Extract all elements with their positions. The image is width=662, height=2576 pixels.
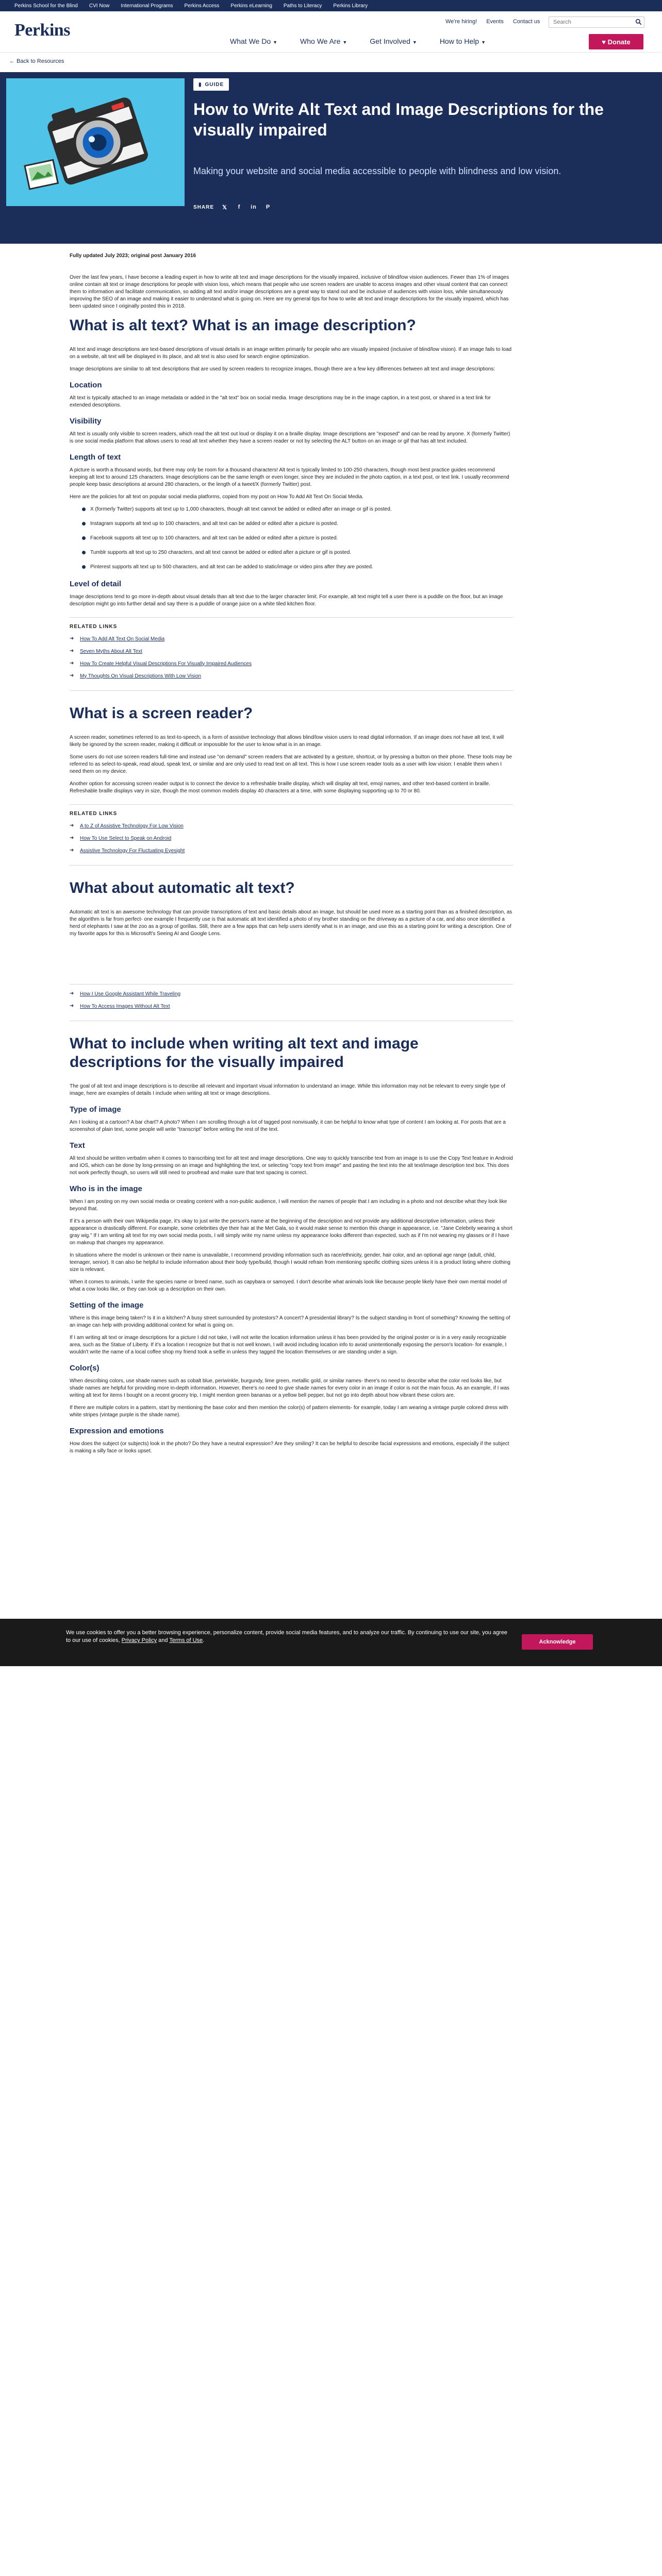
topbar-link-perkins-access[interactable]: Perkins Access xyxy=(184,3,220,9)
topbar-link-cvi-now[interactable]: CVI Now xyxy=(89,3,110,9)
related-links-1 xyxy=(70,617,513,691)
top-utility-bar xyxy=(0,0,662,11)
related-links-title: RELATED LINKS xyxy=(70,624,118,630)
heading-who-is-in-image: Who is in the image xyxy=(70,1184,142,1193)
donate-button[interactable]: ♥ Donate xyxy=(589,34,643,49)
share-label: SHARE xyxy=(193,204,214,210)
list-item: Facebook supports alt text up to 100 characters, and alt text can be added or edited after a picture is posted. xyxy=(82,535,513,542)
related-links-3 xyxy=(70,984,513,1021)
guide-label: GUIDE xyxy=(205,81,224,88)
page-title: How to Write Alt Text and Image Descriptions for the visually impaired xyxy=(193,100,604,139)
perkins-logo[interactable]: Perkins xyxy=(14,21,70,40)
paragraph: When describing colors, use shade names such as cobalt blue, periwinkle, burgundy, lime green, metallic gold, or similar names- there's no need to describe what the color red looks like, but shade names are helpful for providing more in-depth information. However, there's no need to give shade names for every color in an image if color is not the main focus. As an example, if I was writing alt text for items I bought on a recent grocery trip, I might mention green bananas or a yellow bell pepper, but not go into depth about how vibrant these colors are. xyxy=(70,1378,509,1398)
cookie-banner xyxy=(0,1619,662,1666)
related-link[interactable]: Seven Myths About Alt Text xyxy=(80,648,142,654)
search-input[interactable] xyxy=(549,16,644,28)
paragraph: If it's a person with their own Wikipedia page, it's okay to just write the person's name at the beginning of the description and not provide any additional descriptive information, unless their appearance is drastically different. For example, some celebrities dye their hair at the Met Gala, so it would make sense to mention this change in appearance, i.e. "Jane Celebrity wearing a short gray wig." If I am writing alt text for my own social media posts, I will simply write my name unless my appearance looks different than expected, such as if I'm not wearing my glasses or if I have on makeup that changes my appearance. xyxy=(70,1218,512,1246)
topbar-link-paths-to-literacy[interactable]: Paths to Literacy xyxy=(283,3,322,9)
chevron-down-icon: ▼ xyxy=(412,40,417,45)
related-link[interactable]: A to Z of Assistive Technology For Low Vision xyxy=(80,823,184,829)
related-links-2 xyxy=(70,804,513,866)
paragraph: When it comes to animals, I write the species name or breed name, such as capybara or samoyed. I don't describe what animals look like because people likely have their own mental model of what a cow looks like, or they can look up a description on their own. xyxy=(70,1279,507,1292)
nav-label: How to Help xyxy=(439,37,479,45)
list-item: X (formerly Twitter) supports alt text up to 1,000 characters, though alt text cannot be added or edited after an image or gif is posted. xyxy=(82,506,513,513)
paragraph: A picture is worth a thousand words, but there may only be room for a thousand characters! Alt text is typically limited to 100-250 characters, though most best practice guides recommend keeping alt text to around 125 characters. Image descriptions can be the same length or even longer, since they are included in the photo caption, in a text post, or text link. I usually recommend people keep basic descriptions at around 280 characters, or the length of a tweet/X (formerly Twitter) post. xyxy=(70,467,509,487)
list-item: Tumblr supports alt text up to 250 characters, and alt text cannot be added or edited after a picture or gif is posted. xyxy=(82,549,513,556)
paragraph: How does the subject (or subjects) look in the photo? Do they have a neutral expression? Are they smiling? It can be helpful to describe facial expressions and emotions, especially if the subject is making a silly face or looks upset. xyxy=(70,1441,509,1454)
heading-type-of-image: Type of image xyxy=(70,1105,121,1114)
paragraph: A screen reader, sometimes referred to as text-to-speech, is a form of assistive technology that allows blind/low vision users to read digital information. If an image does not have alt text, it will likely be ignored by the screen reader, making it difficult or impossible for the user to know what is in an image. xyxy=(70,735,504,748)
arrow-right-icon: ➜ xyxy=(70,673,74,679)
paragraph: All text should be written verbatim when it comes to transcribing text for alt text and image descriptions. One way to quickly transcribe text from an image is to use the Copy Text feature in Android and iOS, which can be done by long-pressing on an image and highlighting the text, or selecting "copy text from image" and pasting the text into the alt text/image description text box. This does not work perfectly though, so users will still need to proofread and make sure that text spacing is correct. xyxy=(70,1156,513,1176)
arrow-right-icon: ➜ xyxy=(70,636,74,641)
list-item: Instagram supports alt text up to 100 characters, and alt text can be added or edited after a picture is posted. xyxy=(82,520,513,528)
util-link-hiring[interactable]: We're hiring! xyxy=(445,19,477,25)
social-media-policy-list xyxy=(82,506,513,571)
back-label: Back to Resources xyxy=(16,58,64,64)
camera-icon xyxy=(6,78,185,206)
topbar-link-international-programs[interactable]: International Programs xyxy=(121,3,173,9)
heading-screen-reader: What is a screen reader? xyxy=(70,705,253,722)
related-link-item[interactable] xyxy=(70,835,513,841)
related-link-item[interactable] xyxy=(70,636,513,642)
cookie-and: and xyxy=(158,1637,168,1643)
paragraph: Where is this image being taken? Is it in a kitchen? A busy street surrounded by protestors? A concert? A presidential library? Is the subject standing in front of something? Knowing the setting of an image can help with providing additional context for what is going on. xyxy=(70,1315,510,1328)
related-link[interactable]: How I Use Google Assistant While Traveling xyxy=(80,991,181,997)
util-link-events[interactable]: Events xyxy=(486,19,504,25)
arrow-right-icon: ➜ xyxy=(70,660,74,666)
share-bar xyxy=(193,204,272,211)
related-link-item[interactable] xyxy=(70,648,513,654)
paragraph: If I am writing alt text or image descriptions for a picture I did not take, I will not write the location information unless it has been provided by the original poster or is in a very easily recognizable area, such as the Statue of Liberty. If it's a location I recognize but that is not well known, I will avoid including location info to avoid unintentionally exposing the person's location- for example, I wouldn't write the name of a local coffee shop my friend took a selfie in unless they tagged the location themselves or are standing under a sign. xyxy=(70,1335,507,1355)
heading-what-to-include: What to include when writing alt text and image descriptions for the visually impaired xyxy=(70,1035,419,1071)
heading-visibility: Visibility xyxy=(70,417,102,426)
donate-label: Donate xyxy=(607,38,631,46)
hero-banner xyxy=(0,72,662,244)
related-link[interactable]: Assistive Technology For Fluctuating Eyesight xyxy=(80,848,185,854)
intro-paragraph: Over the last few years, I have become a leading expert in how to write alt text and image descriptions for the visually impaired, inclusive of blind/low vision audiences. Fewer than 1% of images online contain alt text or image descriptions for people with vision loss, which means that people who use screen readers are unable to access images and other visual content that can connect them to information and facilitate communication, so adding alt text and/or image descriptions are a great way to stand out and be inclusive of audiences with vision loss, while simultaneously improving the SEO of an image and making it easier to understand what is going on. Here are my general tips for how to write alt text and image descriptions for the visually impaired, which has been updated since I originally posted this in 2018. xyxy=(70,275,509,309)
paragraph: Some users do not use screen readers full-time and instead use "on demand" screen readers that are activated by a gesture, shortcut, or by pressing a button on their phone. These tools may be referred to as select-to-speak, read aloud, speak text, or similar and are only used to read text on all text. This is how I use screen reader tools as a user with low vision: I enable them when I need them on my device. xyxy=(70,754,512,774)
related-link[interactable]: How To Add Alt Text On Social Media xyxy=(80,636,165,642)
arrow-right-icon: ➜ xyxy=(70,823,74,828)
nav-item-get-involved[interactable] xyxy=(370,37,417,45)
facebook-icon[interactable]: f xyxy=(238,204,241,210)
linkedin-icon[interactable]: in xyxy=(251,204,257,210)
utility-links xyxy=(445,19,562,25)
cookie-message: We use cookies to offer you a better browsing experience, personalize content, provide social media features, and to analyze our traffic. By continuing to use our site, you agree to our use of cookies, xyxy=(66,1630,508,1643)
topbar-link-perkins-school[interactable]: Perkins School for the Blind xyxy=(14,3,78,9)
nav-label: Get Involved xyxy=(370,37,410,45)
arrow-right-icon: ➜ xyxy=(70,848,74,853)
paragraph: Am I looking at a cartoon? A bar chart? A photo? When I am scrolling through a lot of tagged post nonvisually, it can be helpful to know what type of content I am looking at. For posts that are a screenshot of plain text, some people will write "transcript" before writing the rest of the text. xyxy=(70,1120,506,1132)
page-subtitle: Making your website and social media accessible to people with blindness and low vision. xyxy=(193,166,561,176)
search-icon[interactable] xyxy=(635,19,642,25)
site-header xyxy=(0,11,662,53)
chevron-down-icon: ▼ xyxy=(342,40,347,45)
chevron-down-icon: ▼ xyxy=(481,40,486,45)
guide-tag xyxy=(193,78,229,91)
arrow-right-icon: ➜ xyxy=(70,835,74,841)
nav-label: What We Do xyxy=(230,37,271,45)
nav-item-what-we-do[interactable] xyxy=(230,37,277,45)
list-item: Pinterest supports alt text up to 500 characters, and alt text can be added to static/image or video pins after they are posted. xyxy=(82,564,513,571)
topbar-link-perkins-library[interactable]: Perkins Library xyxy=(333,3,368,9)
paragraph: In situations where the model is unknown or their name is unavailable, I recommend providing information such as race/ethnicity, gender, hair color, and an optional age range (adult, child, teenager, senior). It can also be helpful to include information about their body type/build, though I would refrain from mentioning specific clothing sizes unless it is a product listing where clothing size is relevant. xyxy=(70,1252,510,1273)
book-icon: ▮ xyxy=(198,81,202,88)
paragraph: Alt text is usually only visible to screen readers, which read the alt text out loud or display it on a braille display. Image descriptions are "exposed" and can be read by anyone. X (formerly Twitter) is one social media platform that allows users to read alt text whether they have a screen reader or not by selecting the ALT button on an image or gif that has alt text included. xyxy=(70,431,510,444)
heading-level-of-detail: Level of detail xyxy=(70,580,122,588)
paragraph: Here are the policies for alt text on popular social media platforms, copied from my post on How To Add Alt Text On Social Media. xyxy=(70,494,363,500)
paragraph: Image descriptions are similar to alt text descriptions that are used by screen readers to recognize images, though there are a few key differences between alt text and image descriptions: xyxy=(70,366,495,372)
camera-illustration-image xyxy=(6,78,185,206)
paragraph: Image descriptions tend to go more in-depth about visual details than alt text due to the larger character limit. For example, alt text might tell a user there is a puddle on the floor, but an image description might go into further detail and say there is a puddle of orange juice on a white tiled kitchen floor. xyxy=(70,594,503,607)
terms-of-use-link[interactable]: Terms of Use xyxy=(169,1637,203,1643)
x-twitter-icon[interactable]: 𝕏 xyxy=(222,204,227,211)
arrow-right-icon: ➜ xyxy=(70,991,74,996)
arrow-right-icon: ➜ xyxy=(70,1003,74,1009)
related-links-title: RELATED LINKS xyxy=(70,811,118,817)
related-link-item[interactable] xyxy=(70,848,513,854)
paragraph: When I am posting on my own social media or creating content with a non-public audience, I will mention the names of people that I am including in a photo and not describe what they look like beyond that. xyxy=(70,1199,507,1212)
paragraph: If there are multiple colors in a pattern, start by mentioning the base color and then mention the color(s) of pattern elements- for example, today I am wearing a vintage purple colored dress with white stripes (vintage purple is the shade name). xyxy=(70,1405,508,1418)
related-link[interactable]: How To Access Images Without Alt Text xyxy=(80,1003,170,1009)
cookie-text: We use cookies to offer you a better browsing experience, personalize content, provide social media features, and to analyze our traffic. By continuing to use our site, you agree to our use of cookies, Privacy Policy and Terms of Use. xyxy=(66,1630,508,1643)
related-link-item[interactable] xyxy=(70,991,513,997)
nav-label: Who We Are xyxy=(300,37,341,45)
arrow-left-icon: ← xyxy=(9,58,15,64)
acknowledge-button[interactable]: Acknowledge xyxy=(522,1634,593,1650)
heading-length: Length of text xyxy=(70,453,121,462)
paragraph: Alt text is typically attached to an image metadata or added in the "alt text" box on social media. Image descriptions may be in the image caption, in a text post, or shared in a text link for extended descriptions. xyxy=(70,395,491,408)
back-to-resources-link[interactable] xyxy=(9,58,64,64)
related-link-item[interactable] xyxy=(70,673,513,679)
arrow-right-icon: ➜ xyxy=(70,648,74,654)
paragraph: Automatic alt text is an awesome technology that can provide transcriptions of text and basic details about an image, but should be used more as a starting point than as a finished description, as the algorithm is far from perfect- one example I frequently use is that automatic alt text identified a photo of my brother standing on the driveway as a picture of a car, and also once identified a herd of elephants I saw at the zoo as a group of gorillas. Still, there are a few apps that can help users identify what is in an image, and use this as a starting point for writing a description. One of my favorite apps for this is Microsoft's Seeing AI and Google Lens. xyxy=(70,909,512,937)
heading-colors: Color(s) xyxy=(70,1364,100,1372)
heading-what-is-alt-text: What is alt text? What is an image description? xyxy=(70,317,416,334)
nav-item-how-to-help[interactable] xyxy=(440,37,486,45)
paragraph: Another option for accessing screen reader output is to connect the device to a refreshable braille display, which will display alt text, emoji names, and other text-based content in braille. Refreshable braille displays vary in size, though the most common models display 40 characters at a time, with some displaying supporting up to 70 or 80. xyxy=(70,781,490,794)
nav-item-who-we-are[interactable] xyxy=(300,37,347,45)
updated-note: Fully updated July 2023; original post January 2016 xyxy=(70,253,196,259)
paragraph: Alt text and image descriptions are text-based descriptions of visual details in an image written primarily for people who are visually impaired (inclusive of blind/low vision). If an image fails to load on a website, alt text will be displayed in its place, and alt text is also used for search engine optimization. xyxy=(70,347,512,360)
util-link-contact[interactable]: Contact us xyxy=(512,19,540,25)
related-link-item[interactable] xyxy=(70,823,513,829)
heading-location: Location xyxy=(70,381,102,389)
main-nav xyxy=(230,37,486,45)
article-body xyxy=(70,252,513,1460)
heading-expression: Expression and emotions xyxy=(70,1427,164,1435)
heading-setting: Setting of the image xyxy=(70,1301,144,1310)
heading-automatic-alt-text: What about automatic alt text? xyxy=(70,879,295,896)
related-link[interactable]: How To Use Select to Speak on Android xyxy=(80,835,172,841)
related-link[interactable]: How To Create Helpful Visual Descriptions For Visually Impaired Audiences xyxy=(80,660,252,667)
related-link-item[interactable] xyxy=(70,660,513,667)
related-link[interactable]: My Thoughts On Visual Descriptions With Low Vision xyxy=(80,673,202,679)
paragraph: The goal of alt text and image descriptions is to describe all relevant and important visual information to understand an image. While this information may not be relevant to every single type of image, here are examples of details I include when writing alt text or image descriptions. xyxy=(70,1083,505,1096)
chevron-down-icon: ▼ xyxy=(273,40,278,45)
privacy-policy-link[interactable]: Privacy Policy xyxy=(121,1637,157,1643)
topbar-link-perkins-elearning[interactable]: Perkins eLearning xyxy=(230,3,272,9)
heading-text: Text xyxy=(70,1141,85,1150)
pinterest-icon[interactable]: P xyxy=(266,204,271,210)
related-link-item[interactable] xyxy=(70,1003,513,1009)
